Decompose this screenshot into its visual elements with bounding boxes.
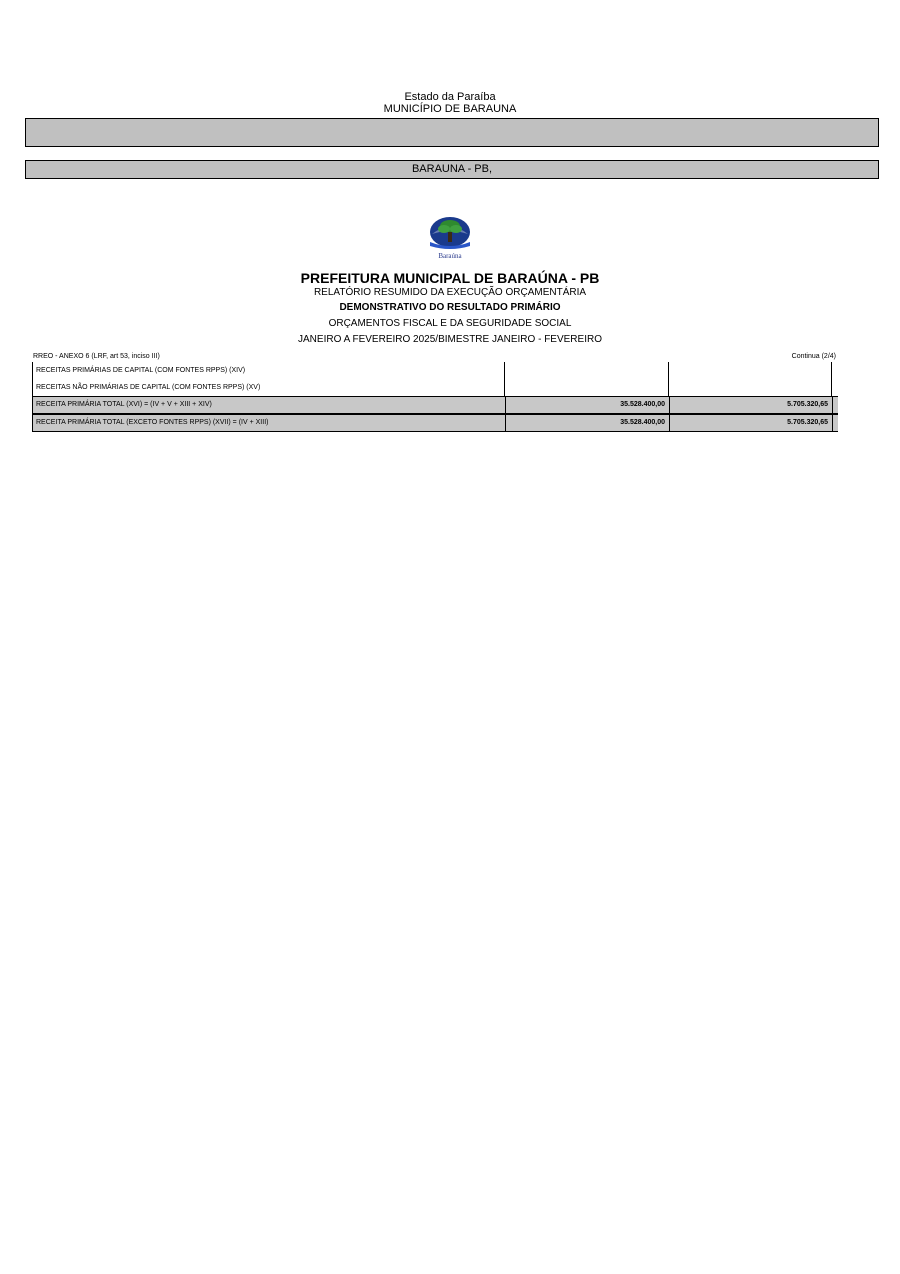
row-value-realized: [668, 379, 832, 396]
row-value-forecast: 35.528.400,00: [505, 397, 669, 413]
row-value-realized: [668, 362, 832, 379]
municipal-logo-icon: [420, 212, 480, 260]
state-name: Estado da Paraíba: [404, 91, 496, 103]
row-value-forecast: [504, 362, 668, 379]
table-row: [32, 379, 838, 396]
svg-text:Baraúna: Baraúna: [438, 252, 462, 260]
report-demonstrativo: DEMONSTRATIVO DO RESULTADO PRIMÁRIO: [339, 302, 561, 313]
report-subtitle: RELATÓRIO RESUMIDO DA EXECUÇÃO ORÇAMENTÁRIA: [313, 287, 587, 298]
table-row-total: [32, 414, 838, 432]
row-label: RECEITA PRIMÁRIA TOTAL (XVI) = (IV + V + XIII + XIV): [32, 397, 505, 413]
municipality-name: MUNICÍPIO DE BARAUNA: [383, 103, 517, 115]
report-orcamentos: ORÇAMENTOS FISCAL E DA SEGURIDADE SOCIAL: [328, 318, 572, 329]
result-table: [32, 362, 838, 432]
table-row-total: [32, 396, 838, 414]
report-period: JANEIRO A FEVEREIRO 2025/BIMESTRE JANEIRO - FEVEREIRO: [298, 334, 602, 345]
row-label: RECEITAS PRIMÁRIAS DE CAPITAL (COM FONTES RPPS) (XIV): [32, 362, 504, 379]
report-title: PREFEITURA MUNICIPAL DE BARAÚNA - PB: [300, 270, 600, 286]
row-value-realized: 5.705.320,65: [669, 397, 833, 413]
row-label: RECEITA PRIMÁRIA TOTAL (EXCETO FONTES RPPS) (XVII) = (IV + XIII): [32, 415, 505, 431]
annex-reference: RREO - ANEXO 6 (LRF, art 53, inciso III): [33, 353, 160, 360]
row-value-realized: 5.705.320,65: [669, 415, 833, 431]
header-grey-band: [25, 118, 879, 147]
row-value-forecast: 35.528.400,00: [505, 415, 669, 431]
continua-label: Continua (2/4): [791, 353, 836, 360]
city-band: BARAUNA - PB,: [25, 160, 879, 179]
row-value-forecast: [504, 379, 668, 396]
row-label: RECEITAS NÃO PRIMÁRIAS DE CAPITAL (COM FONTES RPPS) (XV): [32, 379, 504, 396]
table-row: [32, 362, 838, 379]
